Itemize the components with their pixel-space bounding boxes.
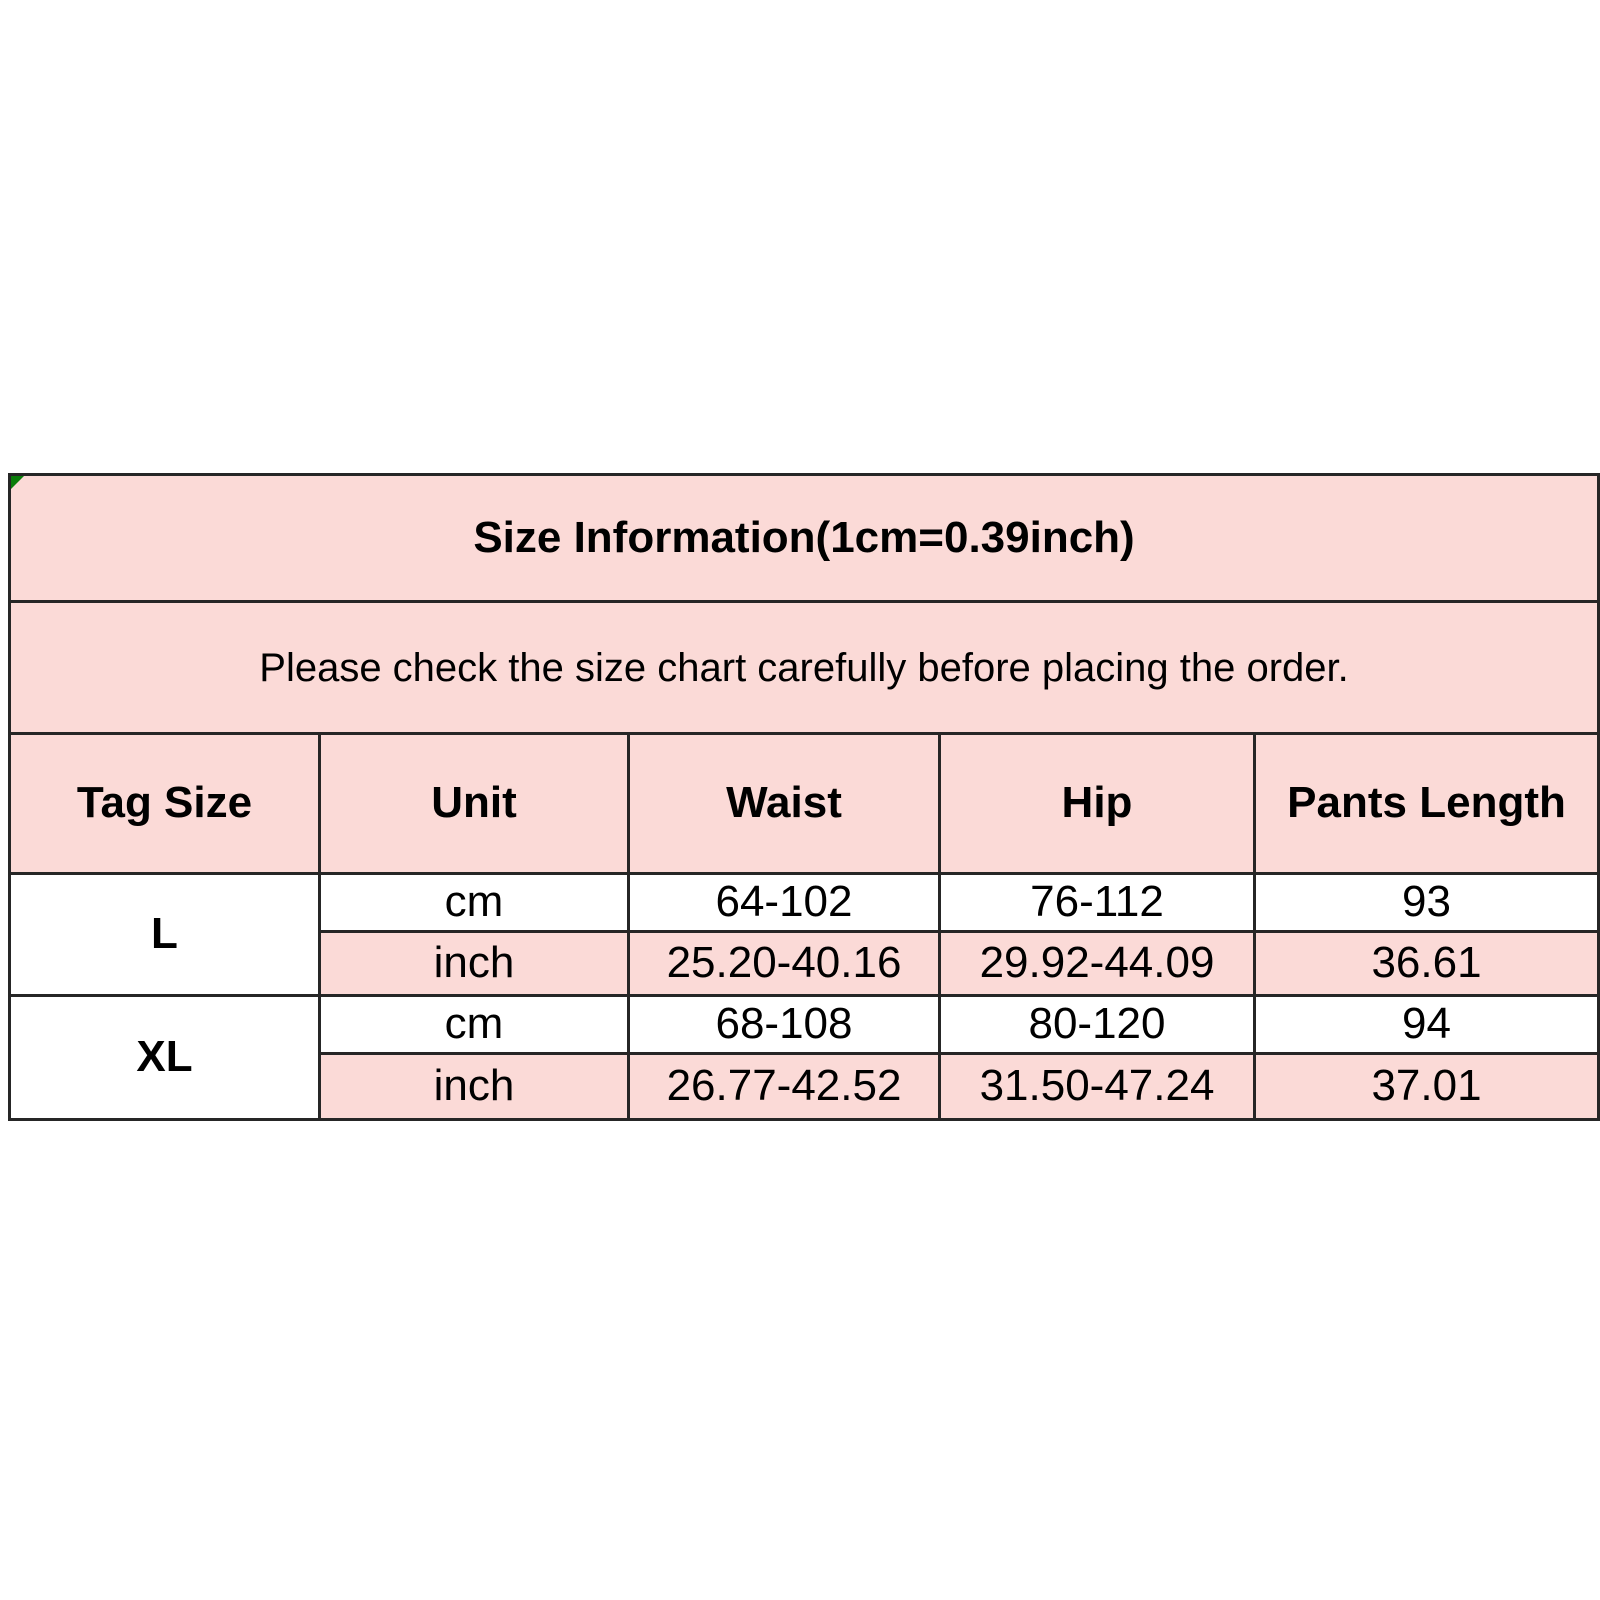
- unit-cell: inch: [320, 1054, 629, 1120]
- pants-length-value: 37.01: [1255, 1054, 1599, 1120]
- table-row-l-cm: [10, 874, 1599, 932]
- corner-marker-triangle-icon: [11, 476, 24, 489]
- waist-value: 68-108: [629, 996, 940, 1054]
- tag-size-l: L: [10, 874, 320, 996]
- unit-cell: inch: [320, 932, 629, 996]
- pants-length-value: 36.61: [1255, 932, 1599, 996]
- size-chart: [8, 473, 1597, 1121]
- header-unit: Unit: [320, 734, 629, 874]
- table-row-xl-cm: [10, 996, 1599, 1054]
- hip-value: 80-120: [940, 996, 1255, 1054]
- size-chart-title: Size Information(1cm=0.39inch): [10, 475, 1599, 602]
- title-row: [10, 475, 1599, 602]
- note-row: [10, 602, 1599, 734]
- size-table: [8, 473, 1600, 1121]
- waist-value: 26.77-42.52: [629, 1054, 940, 1120]
- unit-cell: cm: [320, 874, 629, 932]
- tag-size-xl: XL: [10, 996, 320, 1120]
- header-row: [10, 734, 1599, 874]
- hip-value: 76-112: [940, 874, 1255, 932]
- header-tag-size: Tag Size: [10, 734, 320, 874]
- header-waist: Waist: [629, 734, 940, 874]
- hip-value: 31.50-47.24: [940, 1054, 1255, 1120]
- size-chart-note: Please check the size chart carefully before placing the order.: [10, 602, 1599, 734]
- waist-value: 25.20-40.16: [629, 932, 940, 996]
- pants-length-value: 93: [1255, 874, 1599, 932]
- waist-value: 64-102: [629, 874, 940, 932]
- unit-cell: cm: [320, 996, 629, 1054]
- hip-value: 29.92-44.09: [940, 932, 1255, 996]
- header-hip: Hip: [940, 734, 1255, 874]
- header-pants-length: Pants Length: [1255, 734, 1599, 874]
- pants-length-value: 94: [1255, 996, 1599, 1054]
